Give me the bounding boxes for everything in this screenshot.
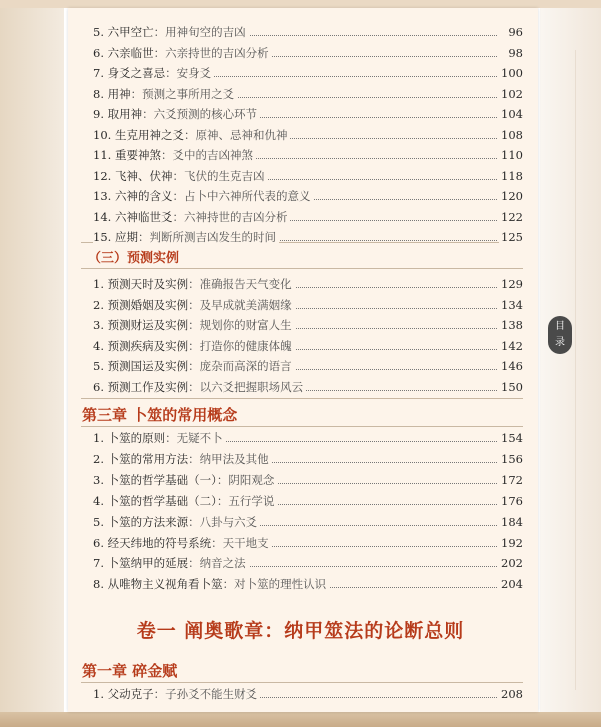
toc-entry-number: 1.: [93, 687, 108, 701]
bottom-background: [0, 712, 601, 727]
toc-entry-number: 13.: [93, 189, 115, 203]
toc-entry[interactable]: [93, 684, 523, 704]
top-background: [0, 0, 601, 8]
toc-entry-main: 经天纬地的符号系统: [107, 535, 212, 550]
toc-entry-title: [93, 84, 237, 104]
toc-entry[interactable]: [93, 43, 523, 63]
toc-entry-page: 150: [499, 377, 523, 397]
toc-entry-page: 202: [499, 553, 523, 573]
toc-entry-page: 204: [499, 574, 523, 594]
toc-entry-subtitle: ：六爻预测的核心环节: [142, 107, 258, 121]
toc-entry-subtitle: ：飞伏的生克吉凶: [172, 168, 265, 183]
toc-entry-subtitle: ：预测之事所用之爻: [130, 86, 235, 101]
toc-entry[interactable]: [93, 377, 523, 397]
side-tab-line2: 录: [555, 337, 565, 348]
toc-entry-number: 9.: [93, 107, 108, 121]
chapter-heading: 第一章 碎金赋: [82, 662, 178, 680]
toc-entry-page: 192: [499, 533, 523, 553]
toc-entry-main: 预测天时及实例: [107, 277, 189, 291]
toc-entry-page: 100: [499, 63, 523, 83]
toc-entry[interactable]: [93, 428, 523, 448]
toc-entry[interactable]: [93, 295, 523, 315]
toc-entry-main: 六甲空亡: [107, 25, 154, 39]
toc-entry[interactable]: [93, 207, 523, 227]
toc-entry-title: [93, 104, 260, 124]
toc-entry[interactable]: [93, 315, 523, 335]
toc-entry-number: 5.: [93, 514, 108, 529]
toc-entry-title: [93, 336, 295, 356]
toc-entry[interactable]: [93, 491, 523, 511]
toc-entry-title: [93, 207, 290, 227]
toc-entry-page: 120: [499, 186, 523, 206]
toc-entry-title: [93, 227, 279, 247]
toc-entry-subtitle: ：用神旬空的吉凶: [153, 25, 246, 39]
toc-entry-subtitle: ：爻中的吉凶神煞: [160, 148, 253, 162]
toc-entry[interactable]: [93, 449, 523, 469]
toc-entry-page: 98: [506, 43, 523, 63]
toc-entry-number: 3.: [93, 318, 108, 332]
toc-entry-subtitle: ：占卜中六神所代表的意义: [172, 189, 311, 203]
toc-entry[interactable]: [93, 336, 523, 356]
toc-entry-title: [93, 574, 329, 594]
toc-entry[interactable]: [93, 22, 523, 42]
toc-entry[interactable]: [93, 356, 523, 376]
toc-entry-number: 7.: [93, 66, 108, 80]
divider: [81, 398, 523, 399]
toc-entry[interactable]: [93, 227, 523, 247]
toc-entry-title: [93, 125, 290, 145]
toc-entry-subtitle: ：六亲持世的吉凶分析: [153, 45, 269, 60]
toc-entry-number: 1.: [93, 431, 108, 445]
toc-entry-number: 6.: [93, 45, 108, 60]
toc-entry-subtitle: ：安身爻: [165, 66, 212, 80]
toc-entry-main: 从唯物主义视角看卜筮: [107, 577, 223, 592]
toc-entry-number: 3.: [93, 472, 108, 487]
toc-entry-title: [93, 63, 214, 83]
toc-entry-page: 142: [499, 336, 523, 356]
toc-entry-number: 8.: [93, 577, 108, 592]
toc-entry-title: [93, 166, 267, 186]
right-margin-line: [575, 50, 576, 690]
toc-entry-number: 5.: [93, 359, 108, 373]
toc-entry-page: 104: [499, 104, 523, 124]
toc-entry-title: [93, 22, 249, 42]
toc-entry-page: 154: [499, 428, 523, 448]
toc-entry-subtitle: ：子孙爻不能生财爻: [153, 687, 258, 701]
toc-entry-subtitle: ：庞杂而高深的语言: [188, 359, 292, 373]
toc-entry-main: 卜筮的常用方法: [107, 451, 189, 466]
toc-entry-subtitle: ：打造你的健康体魄: [188, 338, 292, 353]
toc-entry-main: 预测婚姻及实例: [107, 297, 189, 312]
toc-entry-page: 146: [499, 356, 523, 376]
toc-entry-main: 六神临世爻: [114, 209, 173, 224]
divider: [81, 426, 523, 427]
toc-entry-number: 1.: [93, 277, 108, 291]
toc-entry-subtitle: ：无疑不卜: [165, 431, 223, 445]
toc-entry[interactable]: [93, 84, 523, 104]
toc-entry-title: [93, 315, 295, 335]
toc-entry-page: 96: [506, 22, 523, 42]
toc-entry-title: [93, 491, 277, 511]
toc-entry-title: [93, 377, 306, 397]
toc-entry[interactable]: [93, 470, 523, 490]
contents-side-tab[interactable]: [548, 316, 572, 354]
toc-entry-main: 飞神、伏神: [114, 168, 173, 183]
toc-entry[interactable]: [93, 125, 523, 145]
toc-entry-number: 10.: [93, 127, 115, 142]
toc-entry-number: 15.: [93, 230, 115, 244]
toc-entry-page: 108: [499, 125, 523, 145]
toc-entry-subtitle: ：原神、忌神和仇神: [183, 127, 288, 142]
toc-entry[interactable]: [93, 186, 523, 206]
toc-entry-subtitle: ：八卦与六爻: [188, 514, 258, 529]
toc-entry-title: [93, 553, 249, 573]
toc-entry-page: 118: [499, 166, 523, 186]
toc-entry-main: 预测工作及实例: [107, 379, 189, 394]
toc-entry-number: 4.: [93, 493, 108, 508]
toc-entry-title: [93, 43, 272, 63]
toc-entry-title: [93, 684, 260, 704]
toc-entry-page: 172: [499, 470, 523, 490]
toc-entry-main: 用神: [107, 86, 131, 101]
toc-entry[interactable]: [93, 533, 523, 553]
toc-entry-page: 176: [499, 491, 523, 511]
side-tab-line1: 目: [555, 321, 565, 332]
toc-entry-page: 110: [499, 145, 523, 165]
toc-entry-subtitle: ：对卜筮的理性认识: [222, 577, 327, 592]
toc-entry-main: 六亲临世: [107, 45, 154, 60]
toc-entry[interactable]: [93, 63, 523, 83]
toc-entry-page: 134: [499, 295, 523, 315]
toc-entry-page: 125: [499, 227, 523, 247]
toc-entry-main: 卜筮的哲学基础（一）: [107, 472, 217, 487]
toc-entry-title: [93, 356, 295, 376]
toc-entry-page: 102: [499, 84, 523, 104]
section-heading: （三）预测实例: [88, 251, 180, 266]
toc-entry[interactable]: [93, 104, 523, 124]
toc-entry-number: 6.: [93, 535, 108, 550]
toc-entry-page: 138: [499, 315, 523, 335]
toc-entry-page: 184: [499, 512, 523, 532]
toc-entry-number: 14.: [93, 209, 115, 224]
toc-entry-title: [93, 512, 260, 532]
toc-entry-main: 六神的含义: [114, 189, 173, 203]
toc-entry-title: [93, 449, 272, 469]
toc-entry[interactable]: [93, 274, 523, 294]
toc-entry-number: 2.: [93, 451, 108, 466]
toc-entry[interactable]: [93, 553, 523, 573]
toc-entry-main: 预测财运及实例: [107, 318, 189, 332]
toc-entry-main: 重要神煞: [114, 148, 161, 162]
toc-entry-title: [93, 533, 272, 553]
divider: [81, 268, 523, 269]
toc-entry-title: [93, 470, 277, 490]
toc-entry-subtitle: ：准确报告天气变化: [188, 277, 292, 291]
toc-entry-number: 11.: [93, 148, 115, 162]
toc-entry-main: 生克用神之爻: [114, 127, 184, 142]
toc-entry-number: 8.: [93, 86, 108, 101]
toc-entry[interactable]: [93, 166, 523, 186]
toc-entry-subtitle: ：六神持世的吉凶分析: [172, 209, 288, 224]
toc-entry-page: 129: [499, 274, 523, 294]
toc-entry-title: [93, 295, 295, 315]
toc-entry[interactable]: [93, 145, 523, 165]
toc-entry-subtitle: ：及早成就美满姻缘: [188, 297, 292, 312]
toc-entry-number: 6.: [93, 379, 108, 394]
toc-entry-number: 2.: [93, 297, 108, 312]
toc-entry-main: 预测国运及实例: [107, 359, 189, 373]
toc-entry-main: 卜筮纳甲的延展: [107, 556, 189, 571]
toc-entry-main: 取用神: [107, 107, 143, 121]
toc-entry-subtitle: ：五行学说: [216, 493, 275, 508]
toc-entry-subtitle: ：纳甲法及其他: [188, 451, 269, 466]
toc-entry[interactable]: [93, 512, 523, 532]
toc-entry-subtitle: ：天干地支: [211, 535, 269, 550]
toc-entry-page: 156: [499, 449, 523, 469]
toc-entry-page: 208: [499, 684, 523, 704]
toc-entry-number: 7.: [93, 556, 108, 571]
toc-entry-main: 应期: [114, 230, 138, 244]
volume-heading: 卷一 阐奥歌章：纳甲筮法的论断总则: [136, 620, 465, 642]
toc-entry-main: 卜筮的哲学基础（二）: [107, 493, 217, 508]
toc-entry-main: 身爻之喜忌: [107, 66, 166, 80]
toc-entry-title: [93, 428, 226, 448]
toc-entry-number: 4.: [93, 338, 108, 353]
toc-entry-subtitle: ：以六爻把握职场风云: [188, 379, 304, 394]
toc-entry-title: [93, 186, 313, 206]
toc-entry-subtitle: ：规划你的财富人生: [188, 318, 292, 332]
toc-entry-subtitle: ：判断所测吉凶发生的时间: [137, 230, 276, 244]
toc-entry-number: 12.: [93, 168, 115, 183]
toc-entry-main: 预测疾病及实例: [107, 338, 189, 353]
toc-entry-number: 5.: [93, 25, 108, 39]
toc-entry[interactable]: [93, 574, 523, 594]
toc-entry-main: 卜筮的方法来源: [107, 514, 189, 529]
toc-entry-page: 122: [499, 207, 523, 227]
toc-entry-subtitle: ：纳音之法: [188, 556, 246, 571]
toc-entry-title: [93, 274, 295, 294]
toc-entry-main: 父动克子: [107, 687, 154, 701]
toc-entry-title: [93, 145, 256, 165]
toc-entry-main: 卜筮的原则: [107, 431, 166, 445]
chapter-heading: 第三章 卜筮的常用概念: [82, 406, 238, 424]
divider: [81, 682, 523, 683]
toc-entry-subtitle: ：阴阳观念: [216, 472, 275, 487]
